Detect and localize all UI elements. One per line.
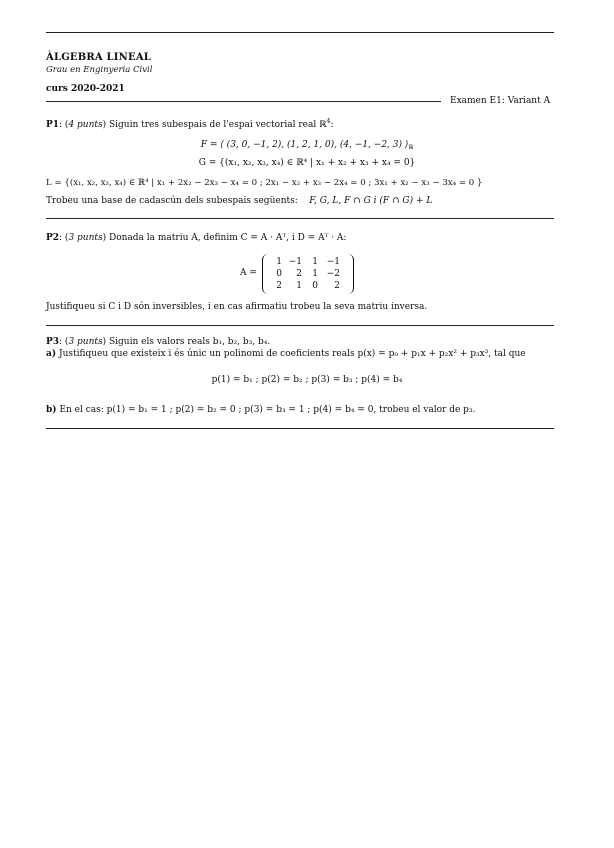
matrix-label: A =	[240, 268, 257, 278]
p2-points: 3 punts	[68, 233, 103, 243]
exam-variant: Examen E1: Variant A	[450, 96, 551, 106]
p1-statement: P1: (4 punts) Siguin tres subespais de l'espai vectorial real ℝ$^4$:	[46, 117, 334, 130]
p1-G-definition: G = {(x₁, x₂, x₃, x₄) ∈ ℝ⁴ | x₁ + x₂ + x₃ + x₄ = 0}	[198, 158, 416, 168]
part-b-label: b)	[46, 405, 57, 415]
p3-part-a	[46, 349, 526, 360]
p3-intro: Siguin els valors reals b₁, b₂, b₃, b₄.	[109, 337, 271, 347]
matrix-A	[262, 254, 354, 294]
p3-label: P3	[46, 337, 60, 347]
p2-label: P2	[46, 233, 60, 243]
bottom-rule	[46, 428, 554, 429]
part-a-text: Justifiqueu que existeix i és únic un polinomi de coeficients reals p(x) = p₀ + p₁x + p₂x² + p₃x³, tal que	[58, 349, 526, 359]
p3-points: 3 punts	[68, 337, 103, 347]
p1-F-definition: F = ⟨ (3, 0, −1, 2), (1, 2, 1, 0), (4, −1, −2, 3) $⟩_ℝ$	[200, 140, 414, 151]
part-a-label: a)	[46, 349, 57, 359]
p3-statement: P3: (3 punts) Siguin els valors reals b₁, b₂, b₃, b₄.	[46, 337, 271, 347]
p3-conditions: p(1) = b₁ ; p(2) = b₂ ; p(3) = b₃ ; p(4) = b₄	[211, 375, 403, 385]
p1-rule	[46, 218, 554, 219]
p1-label: P1	[46, 120, 60, 130]
p1-L-definition: L = {(x₁, x₂, x₃, x₄) ∈ ℝ⁴ | x₁ + 2x₂ − 2x₃ − x₄ = 0 ; 2x₁ − x₂ + x₃ − 2x₄ = 0 ; 3x₁ + x₂ − x₃ − 3x₄ = 0 }	[46, 178, 483, 188]
p2-statement: P2: (3 punts) Donada la matriu A, definim C = A · Aᵀ, i D = Aᵀ · A:	[46, 233, 347, 243]
header-rule	[46, 101, 441, 102]
matrix-row: 0 2 1 −2	[276, 269, 340, 279]
p1-intro: Siguin tres subespais de l'espai vectorial real	[109, 120, 317, 130]
matrix-row: 2 1 0 2	[276, 281, 340, 291]
p2-rule	[46, 325, 554, 326]
p1-task: Trobeu una base de cadascún dels subespais següents: F, G, L, F ∩ G i (F ∩ G) + L	[46, 196, 433, 206]
matrix-row: 1 −1 1 −1	[276, 257, 340, 267]
p2-intro: Donada la matriu A, definim C = A · Aᵀ, i D = Aᵀ · A:	[109, 233, 347, 243]
top-rule	[46, 32, 554, 33]
course-title: ÀLGEBRA LINEAL	[46, 52, 152, 63]
part-b-text: En el cas: p(1) = b₁ = 1 ; p(2) = b₂ = 0 ; p(3) = b₃ = 1 ; p(4) = b₄ = 0, trobeu el valor de p₃.	[59, 405, 476, 415]
p2-task: Justifiqueu si C i D són inversibles, i en cas afirmatiu trobeu la seva matriu inversa.	[46, 302, 428, 312]
degree-name: Grau en Enginyeria Civil	[46, 65, 153, 75]
p3-part-b	[46, 405, 475, 416]
p1-subspace-list: F, G, L, F ∩ G i (F ∩ G) + L	[309, 196, 433, 206]
p1-points: 4 punts	[68, 120, 103, 130]
academic-year: curs 2020-2021	[46, 84, 125, 94]
p2-matrix-block	[0, 254, 614, 296]
